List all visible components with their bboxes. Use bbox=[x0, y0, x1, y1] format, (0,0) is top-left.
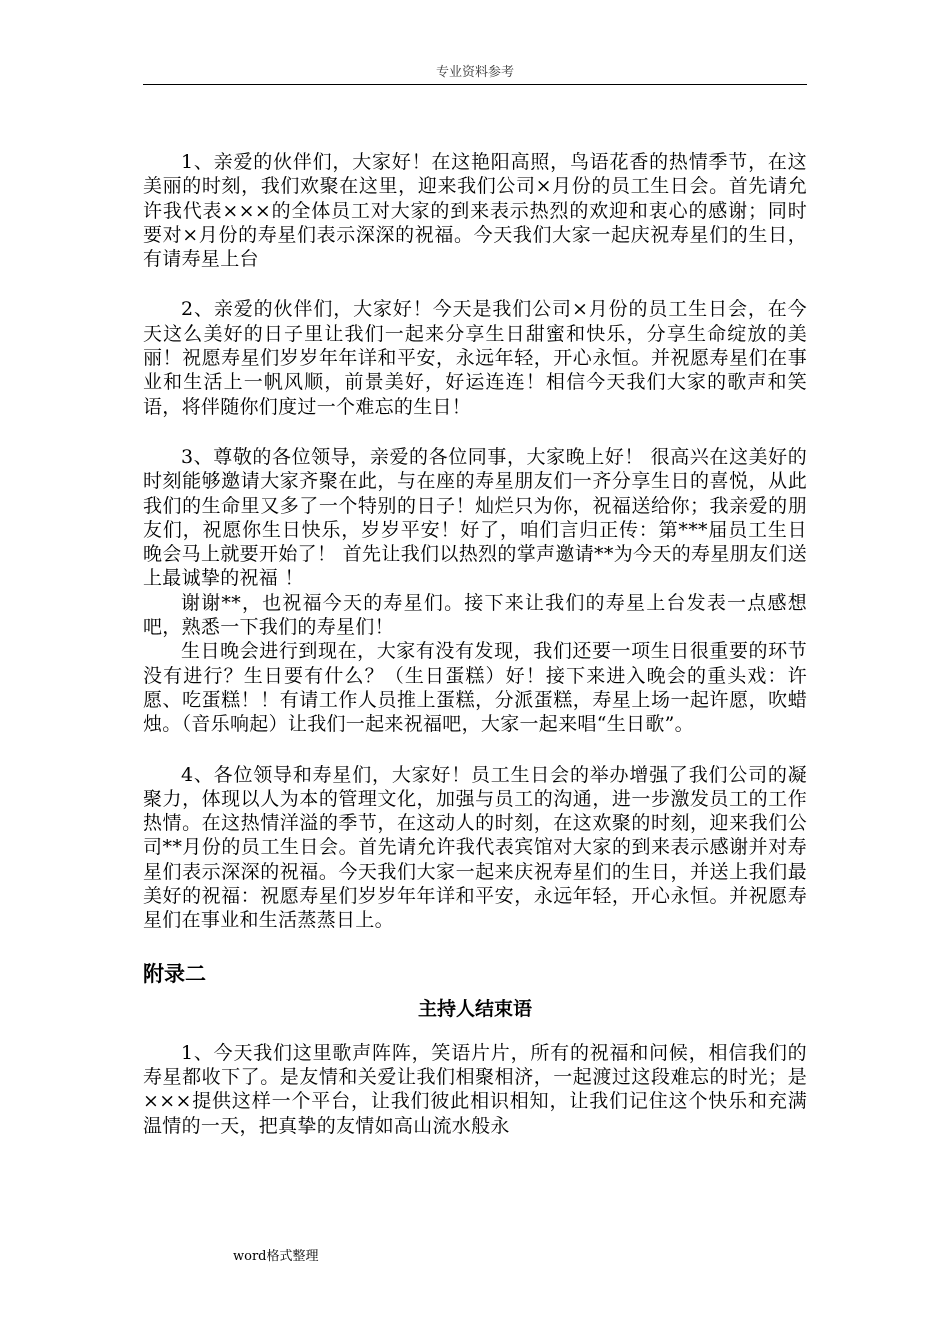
section-title: 主持人结束语 bbox=[417, 997, 532, 1020]
paragraph-4: 4、各位领导和寿星们，大家好！员工生日会的举办增强了我们公司的凝聚力，体现以人为本的管理文化，加强与员工的沟通，进一步激发员工的工作热情。在这热情洋溢的季节，在这动人的时刻，在这欢聚的时刻，迎来我们公司**月份的员工生日会。首先请允许我代表宾馆对大家的到来表示感谢并对寿星们表示深深的祝福。今天我们大家一起来庆祝寿星们的生日，并送上我们最美好的祝福：祝愿寿星们岁岁年年详和平安，永远年轻，开心永恒。并祝愿寿星们在事业和生活蒸蒸日上。 bbox=[143, 763, 807, 932]
paragraph-gap bbox=[143, 271, 807, 297]
paragraph-gap bbox=[143, 419, 807, 445]
paragraph-3b: 谢谢**，也祝福今天的寿星们。接下来让我们的寿星上台发表一点感想吧，熟悉一下我们的寿星们！ bbox=[143, 591, 807, 639]
page-footer: word格式整理 bbox=[233, 1249, 319, 1264]
paragraph-3c: 生日晚会进行到现在，大家有没有发现，我们还要一项生日很重要的环节没有进行？生日要有什么？（生日蛋糕）好！接下来进入晚会的重头戏：许愿、吃蛋糕！！有请工作人员推上蛋糕，分派蛋糕，寿星上场一起许愿，吹蜡烛。（音乐响起）让我们一起来祝福吧，大家一起来唱“生日歌”。 bbox=[143, 640, 807, 736]
paragraph-2: 2、亲爱的伙伴们，大家好！今天是我们公司×月份的员工生日会，在今天这么美好的日子里让我们一起来分享生日甜蜜和快乐，分享生命绽放的美丽！祝愿寿星们岁岁年年详和平安，永远年轻，开心永恒。并祝愿寿星们在事业和生活上一帆风顺，前景美好，好运连连！相信今天我们大家的歌声和笑语，将伴随你们度过一个难忘的生日！ bbox=[143, 298, 807, 418]
document-body bbox=[143, 150, 807, 1138]
paragraph-3a: 3、尊敬的各位领导，亲爱的各位同事，大家晚上好！ 很高兴在这美好的时刻能够邀请大家齐聚在此，与在座的寿星朋友们一齐分享生日的喜悦，从此我们的生命里又多了一个特别的日子！灿烂只为你，祝福送给你；我亲爱的朋友们，祝愿你生日快乐，岁岁平安！好了，咱们言归正传：第***届员工生日晚会马上就要开始了！ 首先让我们以热烈的掌声邀请**为今天的寿星朋友们送上最诚挚的祝福 ！ bbox=[143, 445, 807, 590]
paragraph-1: 1、亲爱的伙伴们，大家好！在这艳阳高照，鸟语花香的热情季节，在这美丽的时刻，我们欢聚在这里，迎来我们公司×月份的员工生日会。首先请允许我代表×××的全体员工对大家的到来表示热烈的欢迎和衷心的感谢；同时要对×月份的寿星们表示深深的祝福。今天我们大家一起庆祝寿星们的生日，有请寿星上台 bbox=[143, 151, 807, 271]
paragraph-gap bbox=[143, 737, 807, 763]
page-header: 专业资料参考 bbox=[143, 64, 807, 85]
closing-paragraph-1: 1、今天我们这里歌声阵阵，笑语片片，所有的祝福和问候，相信我们的寿星都收下了。是友情和关爱让我们相聚相济，一起渡过这段难忘的时光；是×××提供这样一个平台，让我们彼此相识相知，让我们记住这个快乐和充满温情的一天，把真挚的友情如高山流水般永 bbox=[143, 1041, 807, 1137]
appendix-heading: 附录二 bbox=[143, 961, 206, 986]
